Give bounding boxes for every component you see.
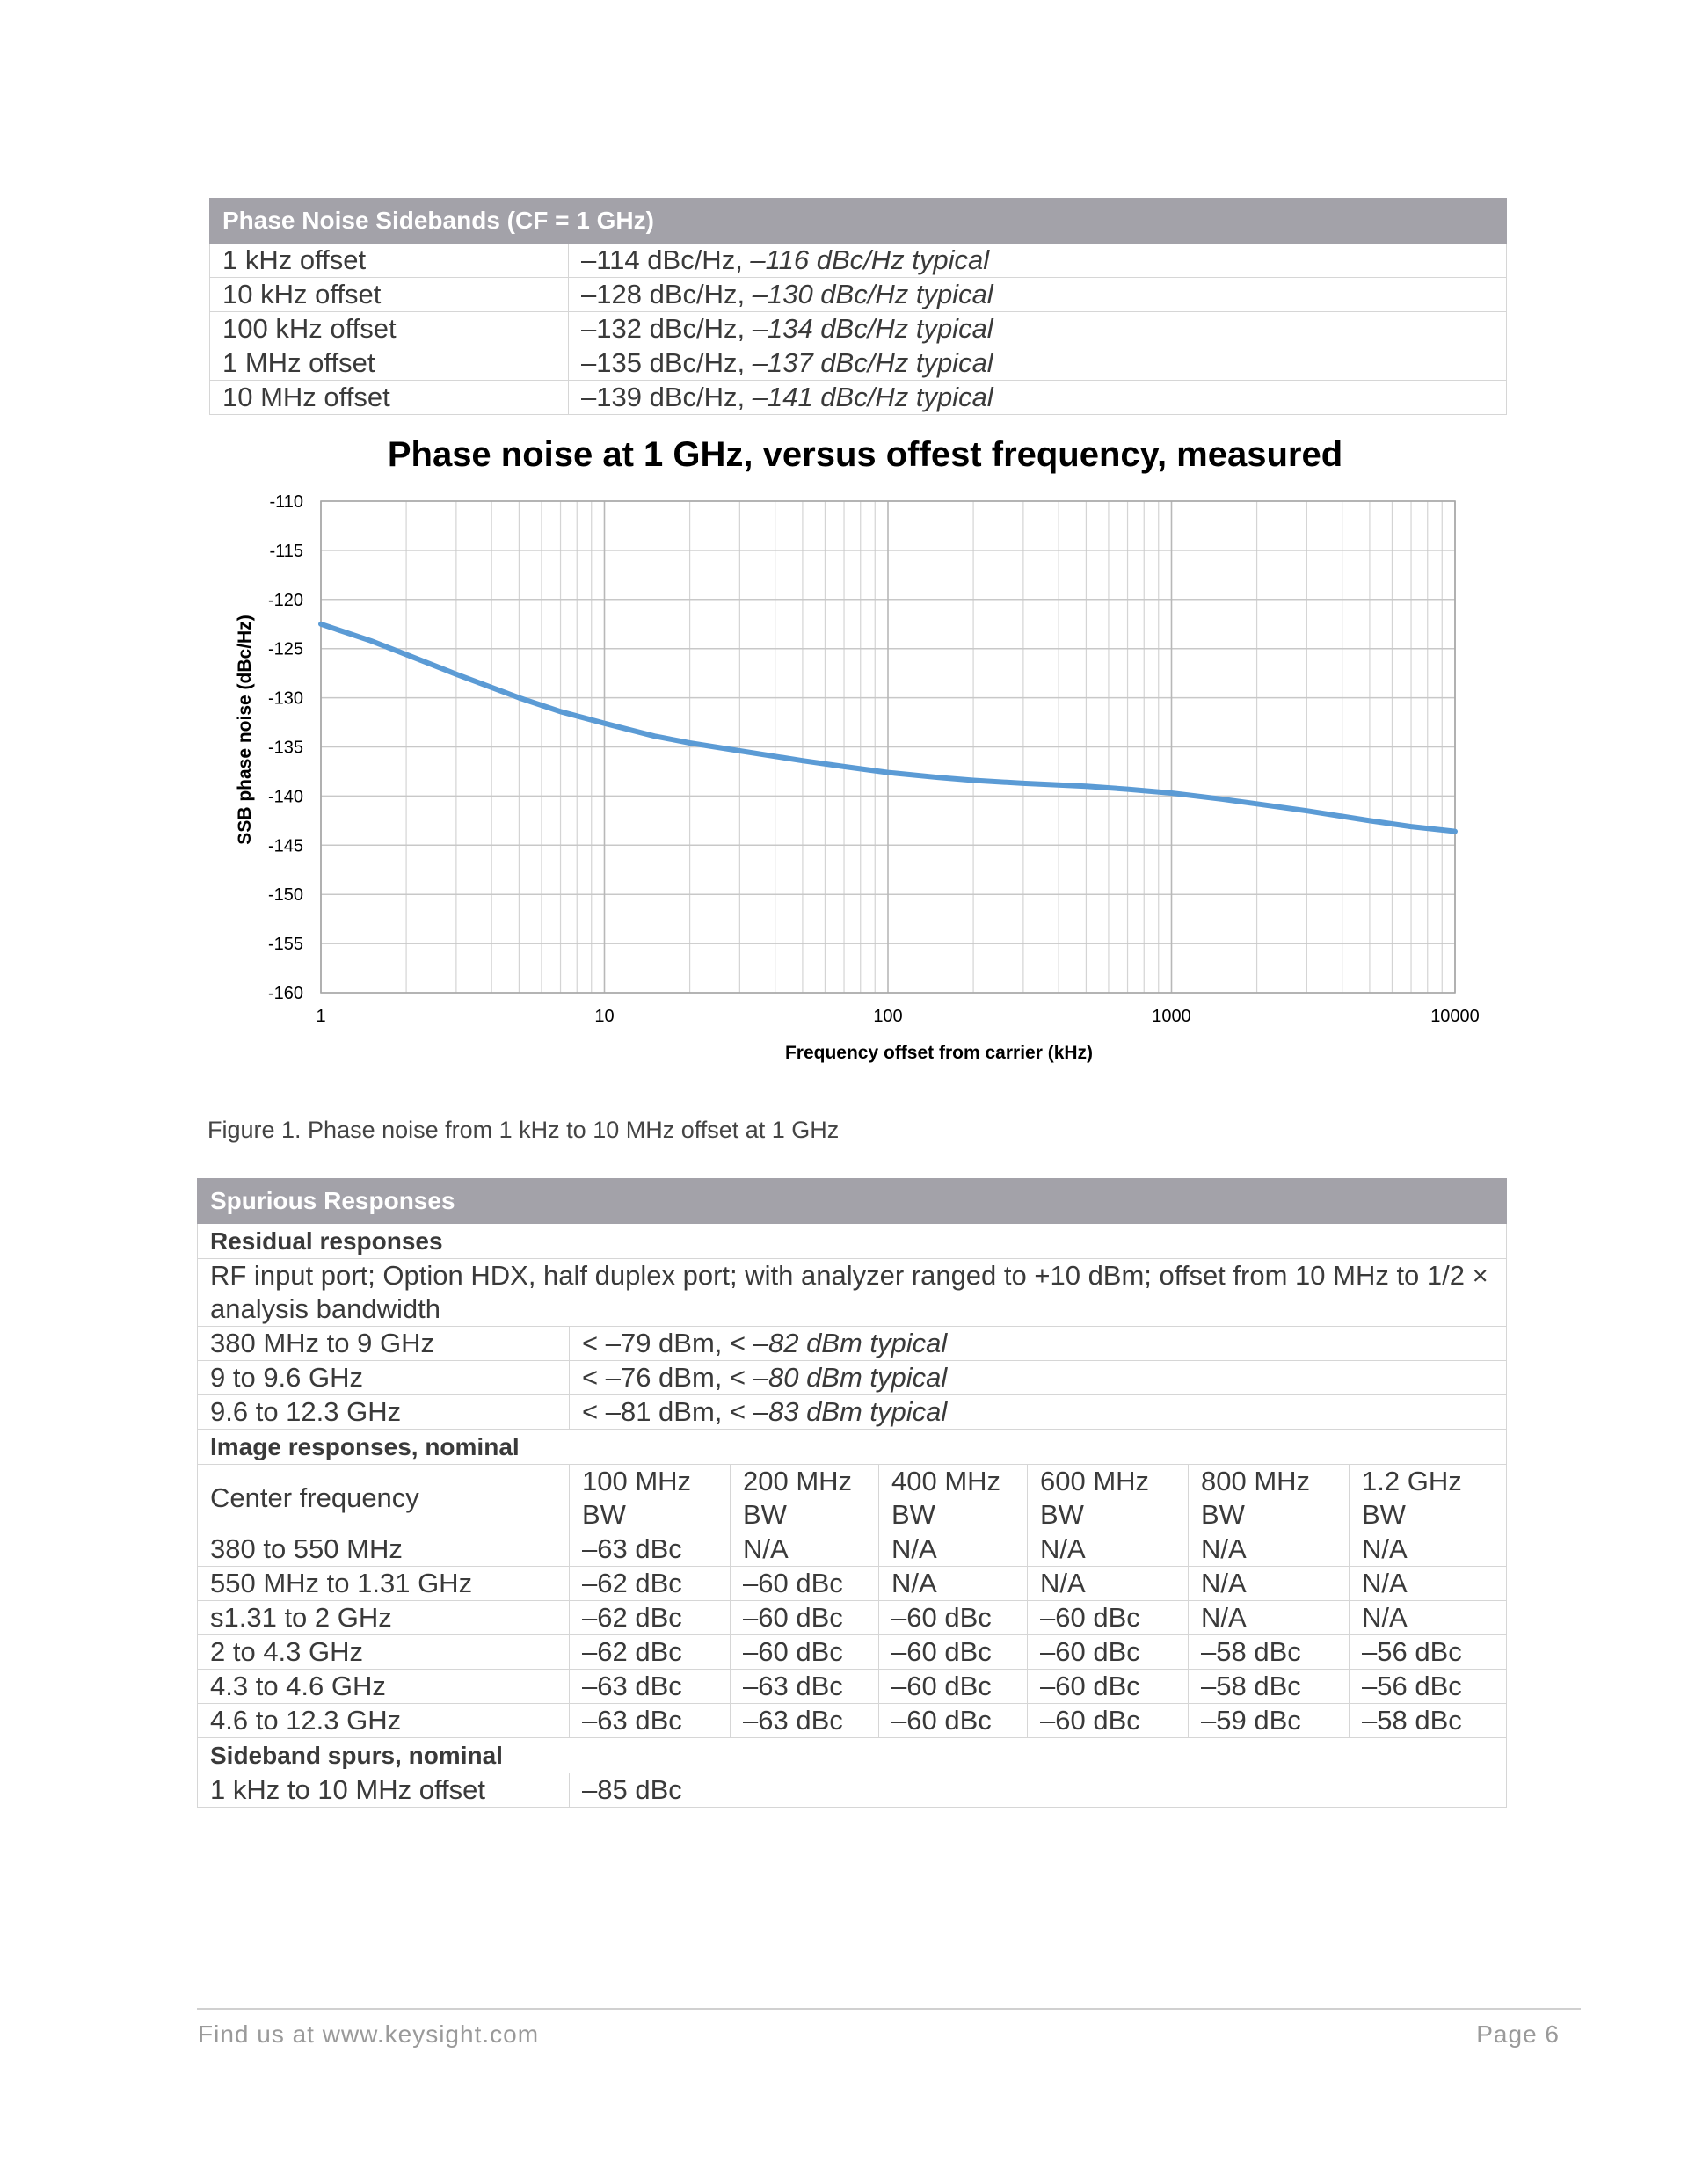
image-cell: –56 dBc <box>1350 1670 1507 1704</box>
residual-row <box>198 1361 1507 1395</box>
image-header-row <box>198 1465 1507 1532</box>
sideband-row-label: 1 kHz to 10 MHz offset <box>198 1773 570 1808</box>
residual-range: 9.6 to 12.3 GHz <box>198 1395 570 1430</box>
y-tick-label: -115 <box>269 541 303 561</box>
residual-row <box>198 1395 1507 1430</box>
x-tick-label: 10000 <box>1430 1007 1480 1026</box>
image-cell: N/A <box>1189 1567 1350 1601</box>
image-responses-heading: Image responses, nominal <box>198 1430 1507 1465</box>
x-tick-label: 10 <box>594 1007 615 1026</box>
image-response-row <box>198 1567 1507 1601</box>
phase-noise-value <box>569 381 1507 415</box>
phase-noise-offset: 1 MHz offset <box>210 346 569 381</box>
image-cell: N/A <box>1028 1567 1189 1601</box>
image-cell: –63 dBc <box>570 1704 731 1738</box>
phase-noise-row <box>210 346 1507 381</box>
sideband-row-value: –85 dBc <box>570 1773 1507 1808</box>
y-tick-label: -140 <box>267 787 303 807</box>
image-cell: N/A <box>1350 1601 1507 1635</box>
image-response-row <box>198 1635 1507 1670</box>
image-range: 380 to 550 MHz <box>198 1532 570 1567</box>
spec-value: < –79 dBm, < <box>582 1328 753 1358</box>
spec-value: –135 dBc/Hz, <box>581 347 753 378</box>
y-tick-label: -110 <box>269 492 303 512</box>
phase-noise-row <box>210 278 1507 312</box>
typical-value: –82 dBm typical <box>753 1328 948 1358</box>
typical-value: –130 dBc/Hz typical <box>752 279 993 309</box>
image-range: s1.31 to 2 GHz <box>198 1601 570 1635</box>
typical-value: –137 dBc/Hz typical <box>752 347 993 378</box>
y-tick-label: -160 <box>267 984 303 1003</box>
y-tick-label: -120 <box>267 590 303 610</box>
image-range: 4.6 to 12.3 GHz <box>198 1704 570 1738</box>
image-response-row <box>198 1601 1507 1635</box>
image-cell: –62 dBc <box>570 1567 731 1601</box>
bandwidth-header: 200 MHz BW <box>731 1465 879 1532</box>
phase-noise-value <box>569 312 1507 346</box>
chart-title: Phase noise at 1 GHz, versus offest frequency, measured <box>387 435 1343 474</box>
phase-noise-table <box>209 198 1507 415</box>
image-cell: –60 dBc <box>879 1601 1028 1635</box>
image-cell: –60 dBc <box>1028 1601 1189 1635</box>
bandwidth-header: 100 MHz BW <box>570 1465 731 1532</box>
image-cell: –60 dBc <box>1028 1635 1189 1670</box>
image-cell: N/A <box>1350 1567 1507 1601</box>
residual-range: 380 MHz to 9 GHz <box>198 1327 570 1361</box>
y-tick-label: -130 <box>267 688 303 709</box>
image-cell: –60 dBc <box>731 1567 879 1601</box>
residual-note: RF input port; Option HDX, half duplex port; with analyzer ranged to +10 dBm; offset from 10 MHz to 1/2 × analysis bandwidth <box>198 1259 1507 1327</box>
image-cell: N/A <box>1189 1532 1350 1567</box>
residual-value <box>570 1361 1507 1395</box>
image-cell: N/A <box>879 1567 1028 1601</box>
spec-value: –128 dBc/Hz, <box>581 279 753 309</box>
residual-responses-heading: Residual responses <box>198 1224 1507 1259</box>
image-cell: –62 dBc <box>570 1601 731 1635</box>
figure-caption: Figure 1. Phase noise from 1 kHz to 10 MHz offset at 1 GHz <box>207 1117 840 1143</box>
image-cell: –63 dBc <box>570 1532 731 1567</box>
typical-value: –116 dBc/Hz typical <box>750 244 990 275</box>
residual-value <box>570 1327 1507 1361</box>
phase-noise-offset: 1 kHz offset <box>210 244 569 278</box>
image-cell: –63 dBc <box>731 1704 879 1738</box>
chart-x-axis-label: Frequency offset from carrier (kHz) <box>784 1043 1094 1063</box>
image-range: 4.3 to 4.6 GHz <box>198 1670 570 1704</box>
center-frequency-header: Center frequency <box>198 1465 570 1532</box>
residual-row <box>198 1327 1507 1361</box>
x-tick-label: 1 <box>316 1007 326 1026</box>
image-cell: –56 dBc <box>1350 1635 1507 1670</box>
typical-value: –134 dBc/Hz typical <box>752 313 993 344</box>
spec-value: –114 dBc/Hz, <box>581 244 751 275</box>
spec-value: < –76 dBm, < <box>582 1362 753 1393</box>
x-tick-label: 1000 <box>1152 1007 1191 1026</box>
image-cell: –60 dBc <box>879 1635 1028 1670</box>
image-cell: N/A <box>879 1532 1028 1567</box>
image-cell: N/A <box>731 1532 879 1567</box>
bandwidth-header: 1.2 GHz BW <box>1350 1465 1507 1532</box>
image-range: 550 MHz to 1.31 GHz <box>198 1567 570 1601</box>
phase-noise-offset: 10 MHz offset <box>210 381 569 415</box>
footer-website: Find us at www.keysight.com <box>198 2020 540 2048</box>
chart-grid <box>321 501 1455 993</box>
y-tick-label: -155 <box>267 935 303 955</box>
image-cell: –60 dBc <box>731 1635 879 1670</box>
image-cell: –60 dBc <box>879 1704 1028 1738</box>
phase-noise-row <box>210 381 1507 415</box>
residual-range: 9 to 9.6 GHz <box>198 1361 570 1395</box>
spec-value: –139 dBc/Hz, <box>581 382 753 412</box>
image-cell: –60 dBc <box>879 1670 1028 1704</box>
spec-value: –132 dBc/Hz, <box>581 313 753 344</box>
image-response-row <box>198 1670 1507 1704</box>
footer-page-number: Page 6 <box>1476 2020 1560 2048</box>
typical-value: –80 dBm typical <box>753 1362 948 1393</box>
phase-noise-row <box>210 244 1507 278</box>
phase-noise-value <box>569 346 1507 381</box>
phase-noise-table-title: Phase Noise Sidebands (CF = 1 GHz) <box>210 199 1507 244</box>
y-tick-label: -150 <box>267 885 303 906</box>
image-cell: N/A <box>1189 1601 1350 1635</box>
image-cell: –62 dBc <box>570 1635 731 1670</box>
chart-y-axis-label: SSB phase noise (dBc/Hz) <box>235 615 255 845</box>
image-cell: –60 dBc <box>1028 1704 1189 1738</box>
sideband-spurs-heading: Sideband spurs, nominal <box>198 1738 1507 1773</box>
image-cell: –58 dBc <box>1189 1635 1350 1670</box>
y-tick-label: -145 <box>267 836 303 856</box>
spurious-table-title: Spurious Responses <box>198 1179 1507 1224</box>
image-cell: –58 dBc <box>1189 1670 1350 1704</box>
residual-value <box>570 1395 1507 1430</box>
image-cell: N/A <box>1350 1532 1507 1567</box>
y-tick-label: -125 <box>267 639 303 659</box>
typical-value: –141 dBc/Hz typical <box>752 382 993 412</box>
image-cell: –58 dBc <box>1350 1704 1507 1738</box>
image-cell: –63 dBc <box>570 1670 731 1704</box>
image-response-row <box>198 1704 1507 1738</box>
phase-noise-row <box>210 312 1507 346</box>
image-cell: N/A <box>1028 1532 1189 1567</box>
image-response-row <box>198 1532 1507 1567</box>
x-tick-label: 100 <box>873 1007 903 1026</box>
phase-noise-offset: 10 kHz offset <box>210 278 569 312</box>
phase-noise-value <box>569 278 1507 312</box>
phase-noise-chart <box>220 422 1512 1090</box>
phase-noise-value <box>569 244 1507 278</box>
bandwidth-header: 800 MHz BW <box>1189 1465 1350 1532</box>
footer-divider <box>197 2008 1581 2010</box>
spurious-responses-table <box>197 1178 1507 1808</box>
image-cell: –59 dBc <box>1189 1704 1350 1738</box>
phase-noise-offset: 100 kHz offset <box>210 312 569 346</box>
typical-value: –83 dBm typical <box>753 1396 948 1427</box>
image-cell: –63 dBc <box>731 1670 879 1704</box>
bandwidth-header: 400 MHz BW <box>879 1465 1028 1532</box>
bandwidth-header: 600 MHz BW <box>1028 1465 1189 1532</box>
spec-value: < –81 dBm, < <box>582 1396 753 1427</box>
image-cell: –60 dBc <box>731 1601 879 1635</box>
image-range: 2 to 4.3 GHz <box>198 1635 570 1670</box>
image-cell: –60 dBc <box>1028 1670 1189 1704</box>
y-tick-label: -135 <box>267 738 303 758</box>
